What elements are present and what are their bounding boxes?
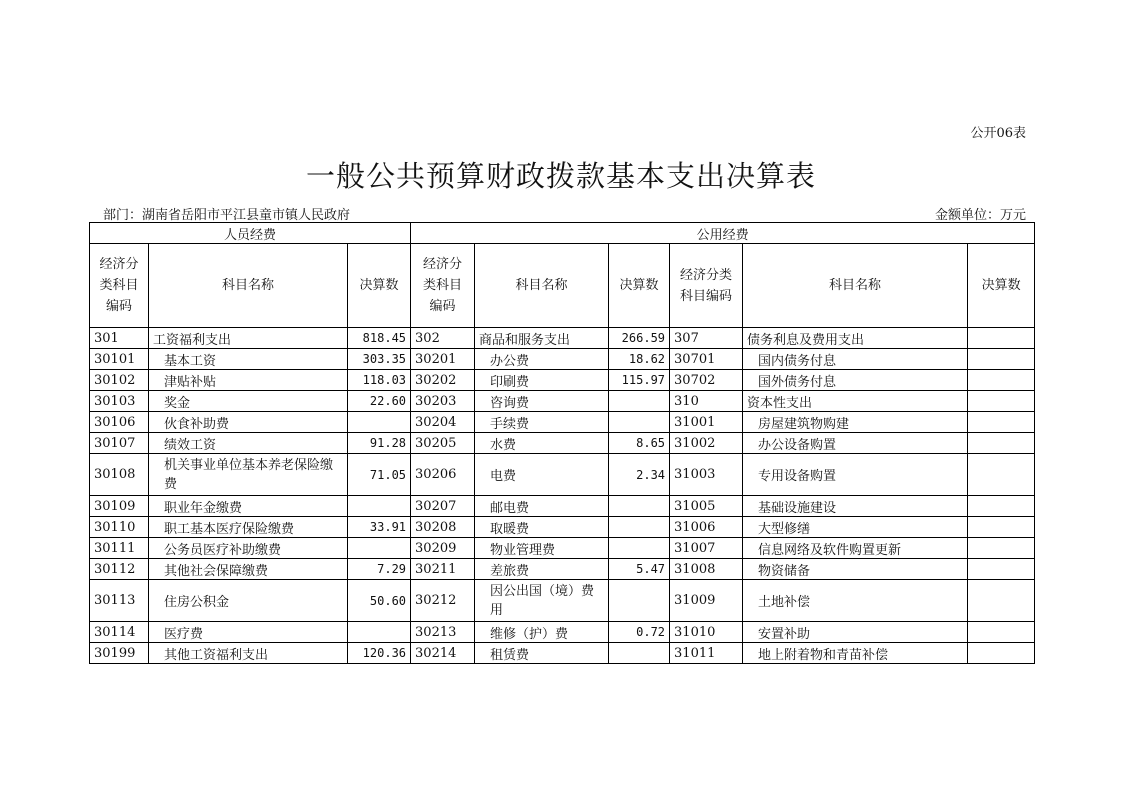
name-cell: 邮电费 xyxy=(475,496,609,517)
code-cell: 31002 xyxy=(670,433,743,454)
table-row xyxy=(90,370,1035,391)
name-cell: 取暖费 xyxy=(475,517,609,538)
code-cell: 31005 xyxy=(670,496,743,517)
name-cell: 其他工资福利支出 xyxy=(149,643,348,664)
amount-cell xyxy=(348,496,411,517)
name-cell: 国外债务付息 xyxy=(743,370,968,391)
code-cell: 30106 xyxy=(90,412,149,433)
name-cell: 其他社会保障缴费 xyxy=(149,559,348,580)
code-cell: 31007 xyxy=(670,538,743,559)
amount-cell xyxy=(348,538,411,559)
code-cell: 30110 xyxy=(90,517,149,538)
code-cell: 30205 xyxy=(411,433,475,454)
amount-cell xyxy=(609,580,670,622)
form-number: 公开06表 xyxy=(970,126,1026,141)
table-row xyxy=(90,580,1035,622)
code-cell: 30212 xyxy=(411,580,475,622)
amount-cell: 22.60 xyxy=(348,391,411,412)
amount-cell xyxy=(609,538,670,559)
name-cell: 资本性支出 xyxy=(743,391,968,412)
code-cell: 30109 xyxy=(90,496,149,517)
amount-cell xyxy=(609,496,670,517)
table-row xyxy=(90,496,1035,517)
code-cell: 31009 xyxy=(670,580,743,622)
code-cell: 30209 xyxy=(411,538,475,559)
amount-cell xyxy=(609,643,670,664)
name-cell: 住房公积金 xyxy=(149,580,348,622)
code-cell: 302 xyxy=(411,328,475,349)
header-amount: 决算数 xyxy=(609,244,670,328)
header-amount: 决算数 xyxy=(968,244,1035,328)
code-cell: 310 xyxy=(670,391,743,412)
amount-cell xyxy=(968,622,1035,643)
name-cell: 职业年金缴费 xyxy=(149,496,348,517)
amount-cell xyxy=(609,517,670,538)
name-cell: 医疗费 xyxy=(149,622,348,643)
code-cell: 30113 xyxy=(90,580,149,622)
amount-cell xyxy=(968,538,1035,559)
table-row xyxy=(90,517,1035,538)
code-cell: 30112 xyxy=(90,559,149,580)
amount-cell xyxy=(968,580,1035,622)
table-row xyxy=(90,538,1035,559)
code-cell: 30108 xyxy=(90,454,149,496)
name-cell: 职工基本医疗保险缴费 xyxy=(149,517,348,538)
amount-cell: 0.72 xyxy=(609,622,670,643)
code-cell: 30201 xyxy=(411,349,475,370)
name-cell: 基本工资 xyxy=(149,349,348,370)
amount-cell xyxy=(968,391,1035,412)
amount-cell xyxy=(968,370,1035,391)
name-cell: 机关事业单位基本养老保险缴费 xyxy=(149,454,348,496)
column-header-row xyxy=(90,244,1035,328)
code-cell: 30102 xyxy=(90,370,149,391)
code-cell: 30199 xyxy=(90,643,149,664)
code-cell: 30203 xyxy=(411,391,475,412)
code-cell: 30101 xyxy=(90,349,149,370)
amount-cell xyxy=(609,412,670,433)
name-cell: 办公费 xyxy=(475,349,609,370)
amount-cell: 818.45 xyxy=(348,328,411,349)
name-cell: 专用设备购置 xyxy=(743,454,968,496)
group-header-row xyxy=(90,223,1035,244)
code-cell: 30208 xyxy=(411,517,475,538)
page-title: 一般公共预算财政拨款基本支出决算表 xyxy=(305,159,816,193)
name-cell: 因公出国（境）费用 xyxy=(475,580,609,622)
name-cell: 伙食补助费 xyxy=(149,412,348,433)
name-cell: 租赁费 xyxy=(475,643,609,664)
name-cell: 信息网络及软件购置更新 xyxy=(743,538,968,559)
amount-cell: 120.36 xyxy=(348,643,411,664)
budget-table xyxy=(89,222,1035,664)
code-cell: 30207 xyxy=(411,496,475,517)
code-cell: 30211 xyxy=(411,559,475,580)
header-name: 科目名称 xyxy=(149,244,348,328)
amount-cell: 91.28 xyxy=(348,433,411,454)
table-row xyxy=(90,559,1035,580)
name-cell: 差旅费 xyxy=(475,559,609,580)
code-cell: 31003 xyxy=(670,454,743,496)
code-cell: 31006 xyxy=(670,517,743,538)
amount-cell xyxy=(968,559,1035,580)
name-cell: 土地补偿 xyxy=(743,580,968,622)
name-cell: 办公设备购置 xyxy=(743,433,968,454)
name-cell: 物业管理费 xyxy=(475,538,609,559)
amount-cell xyxy=(968,517,1035,538)
amount-cell: 50.60 xyxy=(348,580,411,622)
code-cell: 30701 xyxy=(670,349,743,370)
name-cell: 公务员医疗补助缴费 xyxy=(149,538,348,559)
amount-cell xyxy=(348,622,411,643)
amount-cell xyxy=(968,496,1035,517)
table-row xyxy=(90,328,1035,349)
name-cell: 维修（护）费 xyxy=(475,622,609,643)
amount-cell: 18.62 xyxy=(609,349,670,370)
table-row xyxy=(90,454,1035,496)
code-cell: 31011 xyxy=(670,643,743,664)
amount-cell: 2.34 xyxy=(609,454,670,496)
code-cell: 30204 xyxy=(411,412,475,433)
code-cell: 301 xyxy=(90,328,149,349)
amount-cell: 5.47 xyxy=(609,559,670,580)
name-cell: 咨询费 xyxy=(475,391,609,412)
amount-cell: 115.97 xyxy=(609,370,670,391)
amount-cell: 303.35 xyxy=(348,349,411,370)
department-label: 部门：湖南省岳阳市平江县童市镇人民政府 xyxy=(103,208,351,223)
name-cell: 手续费 xyxy=(475,412,609,433)
header-code: 经济分 类科目 编码 xyxy=(411,244,475,328)
code-cell: 30702 xyxy=(670,370,743,391)
amount-cell xyxy=(968,454,1035,496)
amount-cell: 33.91 xyxy=(348,517,411,538)
unit-label: 金额单位：万元 xyxy=(934,208,1026,223)
name-cell: 债务利息及费用支出 xyxy=(743,328,968,349)
amount-cell: 8.65 xyxy=(609,433,670,454)
name-cell: 水费 xyxy=(475,433,609,454)
group-personnel: 人员经费 xyxy=(90,223,411,244)
meta-row xyxy=(103,204,1026,223)
name-cell: 电费 xyxy=(475,454,609,496)
table-row xyxy=(90,391,1035,412)
amount-cell xyxy=(968,328,1035,349)
header-amount: 决算数 xyxy=(348,244,411,328)
name-cell: 安置补助 xyxy=(743,622,968,643)
code-cell: 30111 xyxy=(90,538,149,559)
code-cell: 31008 xyxy=(670,559,743,580)
name-cell: 基础设施建设 xyxy=(743,496,968,517)
name-cell: 商品和服务支出 xyxy=(475,328,609,349)
amount-cell xyxy=(968,643,1035,664)
amount-cell xyxy=(348,412,411,433)
code-cell: 307 xyxy=(670,328,743,349)
amount-cell: 71.05 xyxy=(348,454,411,496)
code-cell: 30114 xyxy=(90,622,149,643)
header-code: 经济分 类科目 编码 xyxy=(90,244,149,328)
table-row xyxy=(90,433,1035,454)
code-cell: 30214 xyxy=(411,643,475,664)
amount-cell: 266.59 xyxy=(609,328,670,349)
code-cell: 30206 xyxy=(411,454,475,496)
code-cell: 30107 xyxy=(90,433,149,454)
header-name: 科目名称 xyxy=(475,244,609,328)
group-public: 公用经费 xyxy=(411,223,1035,244)
amount-cell xyxy=(609,391,670,412)
code-cell: 30202 xyxy=(411,370,475,391)
code-cell: 31010 xyxy=(670,622,743,643)
name-cell: 印刷费 xyxy=(475,370,609,391)
table-row xyxy=(90,349,1035,370)
amount-cell: 118.03 xyxy=(348,370,411,391)
name-cell: 大型修缮 xyxy=(743,517,968,538)
amount-cell xyxy=(968,349,1035,370)
amount-cell xyxy=(968,433,1035,454)
name-cell: 物资储备 xyxy=(743,559,968,580)
header-code: 经济分类 科目编码 xyxy=(670,244,743,328)
name-cell: 国内债务付息 xyxy=(743,349,968,370)
table-row xyxy=(90,622,1035,643)
name-cell: 地上附着物和青苗补偿 xyxy=(743,643,968,664)
name-cell: 房屋建筑物购建 xyxy=(743,412,968,433)
name-cell: 工资福利支出 xyxy=(149,328,348,349)
amount-cell xyxy=(968,412,1035,433)
code-cell: 30103 xyxy=(90,391,149,412)
code-cell: 31001 xyxy=(670,412,743,433)
name-cell: 奖金 xyxy=(149,391,348,412)
name-cell: 津贴补贴 xyxy=(149,370,348,391)
code-cell: 30213 xyxy=(411,622,475,643)
header-name: 科目名称 xyxy=(743,244,968,328)
amount-cell: 7.29 xyxy=(348,559,411,580)
table-row xyxy=(90,643,1035,664)
name-cell: 绩效工资 xyxy=(149,433,348,454)
table-row xyxy=(90,412,1035,433)
